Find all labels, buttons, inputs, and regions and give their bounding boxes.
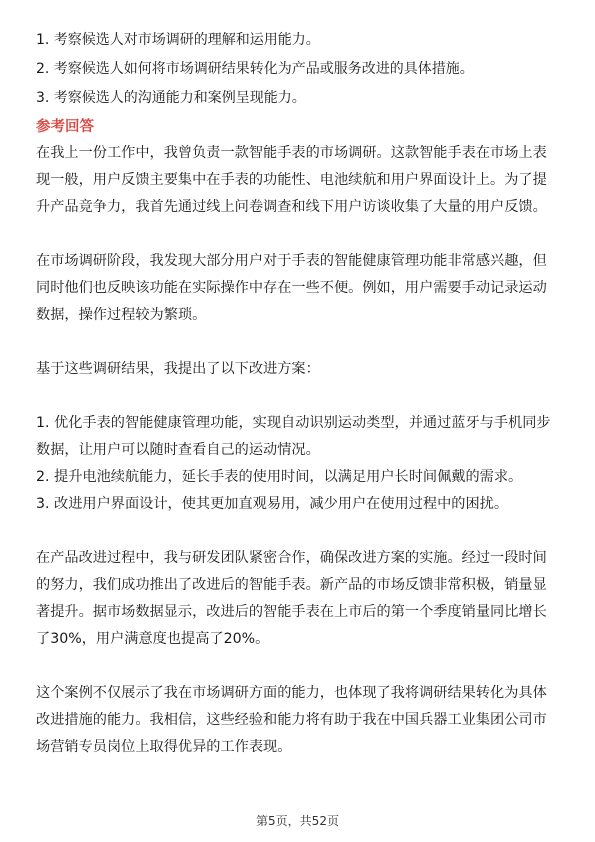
question-item-1: 1. 考察候选人对市场调研的理解和运用能力。 [36,32,320,48]
paragraph-line: 改进措施的能力。我相信，这些经验和能力将有助于我在中国兵器工业集团公司市 [36,712,547,728]
question-item-2: 2. 考察候选人如何将市场调研结果转化为产品或服务改进的具体措施。 [36,61,474,77]
paragraph-line: 在市场调研阶段，我发现大部分用户对于手表的智能健康管理功能非常感兴趣，但 [36,253,547,269]
paragraph-line: 同时他们也反映该功能在实际操作中存在一些不便。例如，用户需要手动记录运动 [36,280,547,296]
improvement-list [36,410,564,518]
paragraph-line: 场营销专员岗位上取得优异的工作表现。 [36,739,292,755]
improvement-line: 数据，让用户可以随时查看自己的运动情况。 [36,442,320,458]
answer-paragraph-3: 基于这些调研结果，我提出了以下改进方案： [36,361,320,377]
improvement-item-1 [36,410,564,464]
document-body [36,28,564,761]
improvement-line: 2. 提升电池续航能力，延长手表的使用时间，以满足用户长时间佩戴的需求。 [36,469,523,485]
improvement-item-3 [36,491,564,518]
question-list [36,28,564,111]
paragraph-line: 的努力，我们成功推出了改进后的智能手表。新产品的市场反馈非常积极，销量显 [36,577,547,593]
paragraph-line: 数据，操作过程较为繁琐。 [36,307,207,323]
paragraph-line: 这个案例不仅展示了我在市场调研方面的能力，也体现了我将调研结果转化为具体 [36,685,547,701]
improvement-line: 3. 改进用户界面设计，使其更加直观易用，减少用户在使用过程中的困扰。 [36,496,509,512]
paragraph-line: 了30%，用户满意度也提高了20%。 [36,631,270,647]
paragraph-line: 著提升。据市场数据显示，改进后的智能手表在上市后的第一个季度销量同比增长 [36,604,547,620]
paragraph-line: 现一般，用户反馈主要集中在手表的功能性、电池续航和用户界面设计上。为了提 [36,172,547,188]
page-number: 第5页，共52页 [256,814,339,828]
paragraph-line: 升产品竞争力，我首先通过线上问卷调查和线下用户访谈收集了大量的用户反馈。 [36,199,547,215]
improvement-line: 1. 优化手表的智能健康管理功能，实现自动识别运动类型，并通过蓝牙与手机同步 [36,415,551,431]
answer-paragraph-5 [36,680,564,761]
answer-paragraph-2 [36,248,564,329]
answer-section-title: 参考回答 [36,119,94,135]
answer-paragraph-1 [36,140,564,221]
answer-paragraph-4 [36,545,564,653]
paragraph-line: 在产品改进过程中，我与研发团队紧密合作，确保改进方案的实施。经过一段时间 [36,550,547,566]
question-item-3: 3. 考察候选人的沟通能力和案例呈现能力。 [36,90,306,106]
paragraph-line: 在我上一份工作中，我曾负责一款智能手表的市场调研。这款智能手表在市场上表 [36,145,547,161]
improvement-item-2 [36,464,564,491]
